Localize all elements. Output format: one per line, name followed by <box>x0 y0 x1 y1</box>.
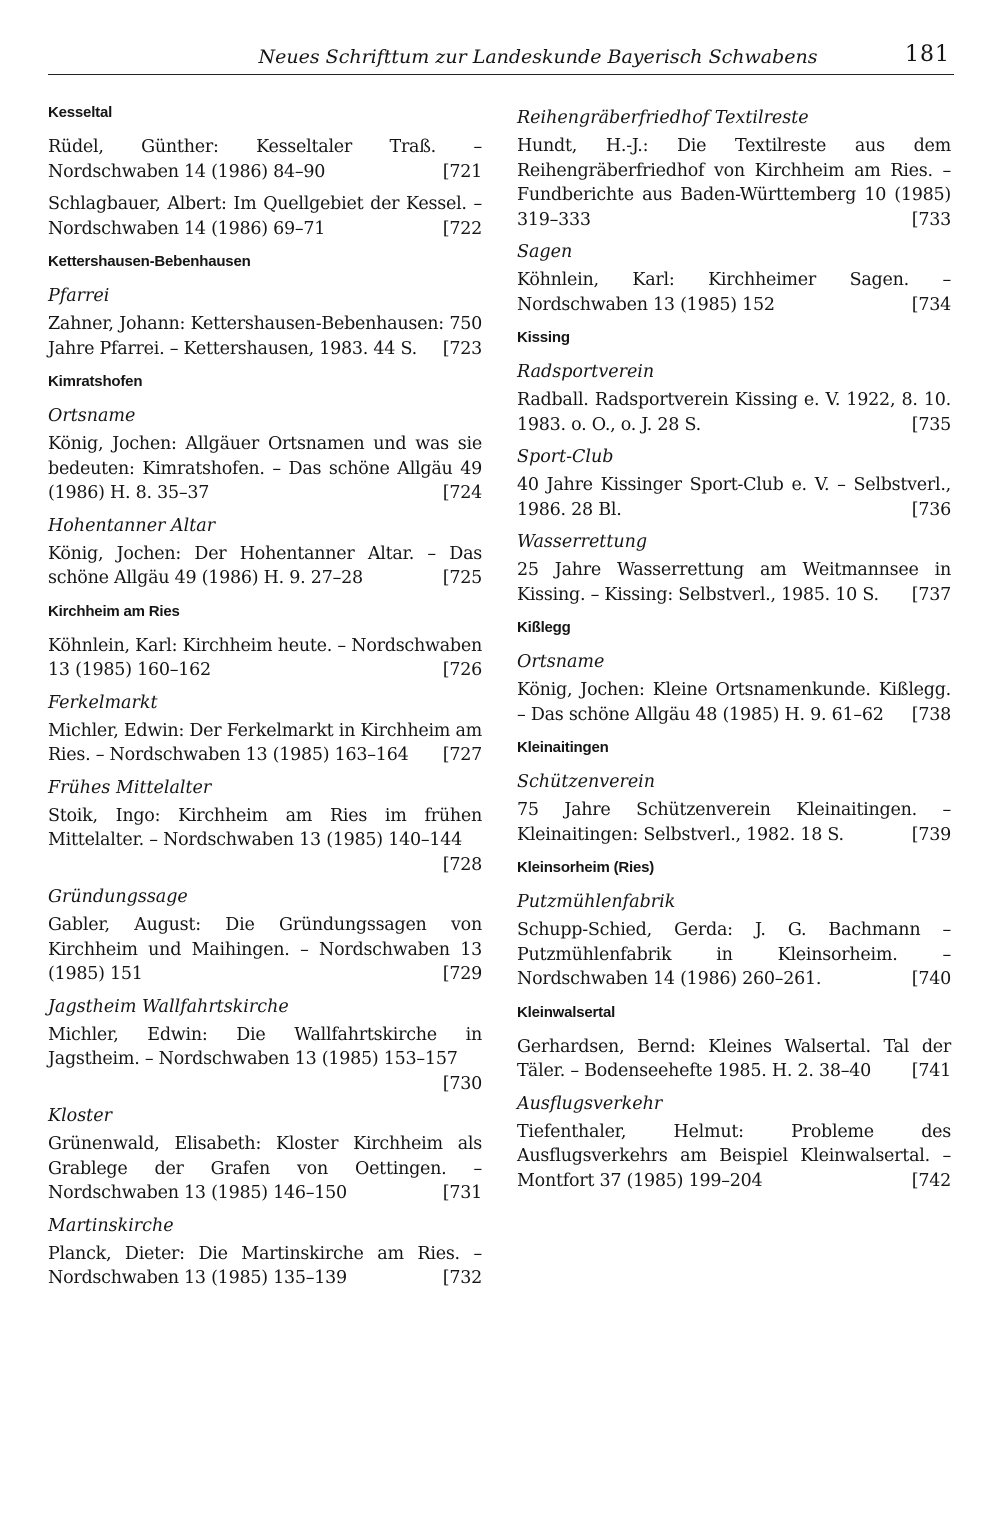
entry-number: [ 740 <box>912 967 951 992</box>
subheading-fruehes-mittelalter: Frühes Mittelalter <box>48 777 212 798</box>
subheading-ortsname: Ortsname <box>48 406 136 426</box>
entry-text: König, Jochen: Allgäuer Ortsnamen und was sie bedeuten: Kimratshofen. – Das schöne Allgäu 49 (1986) H. 8. 35–37 <box>48 434 482 503</box>
bib-entry-740 <box>517 918 951 992</box>
page-number: 181 <box>905 42 950 67</box>
bib-entry-725 <box>48 542 482 591</box>
entry-number: [ 742 <box>912 1169 951 1194</box>
entry-text: Hundt, H.-J.: Die Textilreste aus dem Reihengräberfriedhof von Kirchheim am Ries. – Fundberichte aus Baden-Württemberg 10 (1985) 319–333 <box>517 136 951 230</box>
entry-number: [ 732 <box>443 1266 482 1291</box>
subheading-wasserrettung: Wasserrettung <box>517 532 648 552</box>
entry-number: [ 731 <box>443 1181 482 1206</box>
entry-text: Gabler, August: Die Gründungssagen von Kirchheim und Maihingen. – Nordschwaben 13 (1985) 151 <box>48 915 482 984</box>
subheading-martinskirche: Martinskirche <box>48 1215 174 1236</box>
bib-entry-732 <box>48 1242 482 1291</box>
entry-text: Planck, Dieter: Die Martinskirche am Ries. – Nordschwaben 13 (1985) 135–139 <box>48 1243 482 1288</box>
bib-entry-741 <box>517 1035 951 1084</box>
entry-number: [ 736 <box>912 498 951 523</box>
subheading-pfarrei: Pfarrei <box>48 286 110 306</box>
entry-number: [ 725 <box>443 566 482 591</box>
subheading-putzmuehlenfabrik: Putzmühlenfabrik <box>517 892 676 912</box>
entry-number: [ 739 <box>912 823 951 848</box>
bib-entry-737 <box>517 558 951 607</box>
entry-number: [ 724 <box>443 481 482 506</box>
bib-entry-724 <box>48 432 482 506</box>
bib-entry-736 <box>517 473 951 522</box>
bib-entry-739 <box>517 798 951 847</box>
entry-number: [ 728 <box>443 853 482 878</box>
entry-text: Tiefenthaler, Helmut: Probleme des Ausflugsverkehrs am Beispiel Kleinwalsertal. – Montfort 37 (1985) 199–204 <box>517 1121 951 1191</box>
running-header <box>48 40 954 75</box>
entry-text: 25 Jahre Wasserrettung am Weitmannsee in Kissing. – Kissing: Selbstverl., 1985. 10 S. <box>517 560 951 605</box>
entry-text: Schlagbauer, Albert: Im Quellgebiet der Kessel. – Nordschwaben 14 (1986) 69–71 <box>48 194 482 239</box>
subheading-sagen: Sagen <box>517 242 573 262</box>
place-heading-kisslegg: Kißlegg <box>517 619 571 636</box>
entry-text: Michler, Edwin: Der Ferkelmarkt in Kirchheim am Ries. – Nordschwaben 13 (1985) 163–164 <box>48 720 482 765</box>
place-heading-kesseltal: Kesseltal <box>48 104 113 121</box>
bib-entry-735 <box>517 388 951 437</box>
running-title: Neues Schrifttum zur Landeskunde Bayerisch Schwabens <box>258 46 818 68</box>
subheading-jagstheim-wallfahrtskirche: Jagstheim Wallfahrtskirche <box>48 996 289 1017</box>
subheading-ausflugsverkehr: Ausflugsverkehr <box>517 1093 663 1114</box>
entry-text: 40 Jahre Kissinger Sport-Club e. V. – Selbstverl., 1986. 28 Bl. <box>517 475 951 520</box>
entry-number: [ 733 <box>912 208 951 233</box>
place-heading-kirchheim: Kirchheim am Ries <box>48 602 180 620</box>
subheading-radsportverein: Radsportverein <box>517 362 655 382</box>
entry-text: Köhnlein, Karl: Kirchheim heute. – Nordschwaben 13 (1985) 160–162 <box>48 635 482 680</box>
entry-text: König, Jochen: Kleine Ortsnamenkunde. Kißlegg. – Das schöne Allgäu 48 (1985) H. 9. 61–62 <box>517 680 951 725</box>
entry-text: Zahner, Johann: Kettershausen-Bebenhausen: 750 Jahre Pfarrei. – Kettershausen, 1983. 44 S. <box>48 314 482 359</box>
bib-entry-727 <box>48 719 482 768</box>
subheading-hohentanner-altar: Hohentanner Altar <box>48 515 216 536</box>
entry-text: Radball. Radsportverein Kissing e. V. 1922, 8. 10. 1983. o. O., o. J. 28 S. <box>517 390 951 435</box>
place-heading-kettershausen: Kettershausen-Bebenhausen <box>48 253 251 270</box>
entry-number: [ 735 <box>912 413 951 438</box>
subheading-ortsname: Ortsname <box>517 652 605 672</box>
entry-number: [ 741 <box>912 1059 951 1084</box>
entry-text: König, Jochen: Der Hohentanner Altar. – Das schöne Allgäu 49 (1986) H. 9. 27–28 <box>48 543 482 588</box>
subheading-kloster: Kloster <box>48 1106 112 1126</box>
subheading-sport-club: Sport-Club <box>517 447 614 467</box>
bib-entry-734 <box>517 268 951 317</box>
place-heading-kissing: Kissing <box>517 329 570 346</box>
bib-entry-723 <box>48 312 482 361</box>
entry-text: Stoik, Ingo: Kirchheim am Ries im frühen Mittelalter. – Nordschwaben 13 (1985) 140–144 <box>48 805 482 850</box>
entry-number: [ 727 <box>443 743 482 768</box>
subheading-ferkelmarkt: Ferkelmarkt <box>48 692 158 713</box>
bib-entry-722 <box>48 192 482 241</box>
entry-number: [ 738 <box>912 703 951 728</box>
entry-number: [ 726 <box>443 658 482 683</box>
subheading-schuetzenverein: Schützenverein <box>517 772 656 792</box>
entry-text: Gerhardsen, Bernd: Kleines Walsertal. Tal der Täler. – Bodenseehefte 1985. H. 2. 38–40 <box>517 1036 951 1081</box>
bib-entry-730 <box>48 1023 482 1097</box>
entry-text: Rüdel, Günther: Kesseltaler Traß. – Nordschwaben 14 (1986) 84–90 <box>48 137 482 182</box>
entry-text: Köhnlein, Karl: Kirchheimer Sagen. – Nordschwaben 13 (1985) 152 <box>517 270 951 315</box>
entry-number: [ 729 <box>443 962 482 987</box>
entry-text: 75 Jahre Schützenverein Kleinaitingen. – Kleinaitingen: Selbstverl., 1982. 18 S. <box>517 800 951 845</box>
entry-number: [ 737 <box>912 583 951 608</box>
bib-entry-731 <box>48 1132 482 1206</box>
place-heading-kleinaitingen: Kleinaitingen <box>517 739 609 756</box>
bib-entry-733 <box>517 134 951 232</box>
subheading-gruendungssage: Gründungssage <box>48 887 188 907</box>
bib-entry-726 <box>48 634 482 683</box>
entry-number: [ 734 <box>912 293 951 318</box>
entry-text: Schupp-Schied, Gerda: J. G. Bachmann – Putzmühlenfabrik in Kleinsorheim. – Nordschwaben 14 (1986) 260–261. <box>517 920 951 989</box>
left-column <box>48 94 482 1299</box>
subheading-reihengraeberfriedhof: Reihengräberfriedhof Textilreste <box>517 108 809 128</box>
entry-text: Grünenwald, Elisabeth: Kloster Kirchheim als Grablege der Grafen von Oettingen. – Nordschwaben 13 (1985) 146–150 <box>48 1134 482 1203</box>
entry-text: Michler, Edwin: Die Wallfahrtskirche in Jagstheim. – Nordschwaben 13 (1985) 153–157 <box>48 1024 482 1069</box>
bib-entry-729 <box>48 913 482 987</box>
entry-number: [ 730 <box>443 1072 482 1097</box>
entry-number: [ 723 <box>443 337 482 362</box>
entry-number: [ 721 <box>443 160 482 185</box>
place-heading-kleinsorheim: Kleinsorheim (Ries) <box>517 859 655 876</box>
bib-entry-738 <box>517 678 951 727</box>
bib-entry-721 <box>48 135 482 184</box>
entry-number: [ 722 <box>443 217 482 242</box>
place-heading-kimratshofen: Kimratshofen <box>48 373 143 390</box>
bib-entry-728 <box>48 804 482 878</box>
place-heading-kleinwalsertal: Kleinwalsertal <box>517 1003 616 1021</box>
right-column <box>517 94 951 1201</box>
bib-entry-742 <box>517 1120 951 1194</box>
